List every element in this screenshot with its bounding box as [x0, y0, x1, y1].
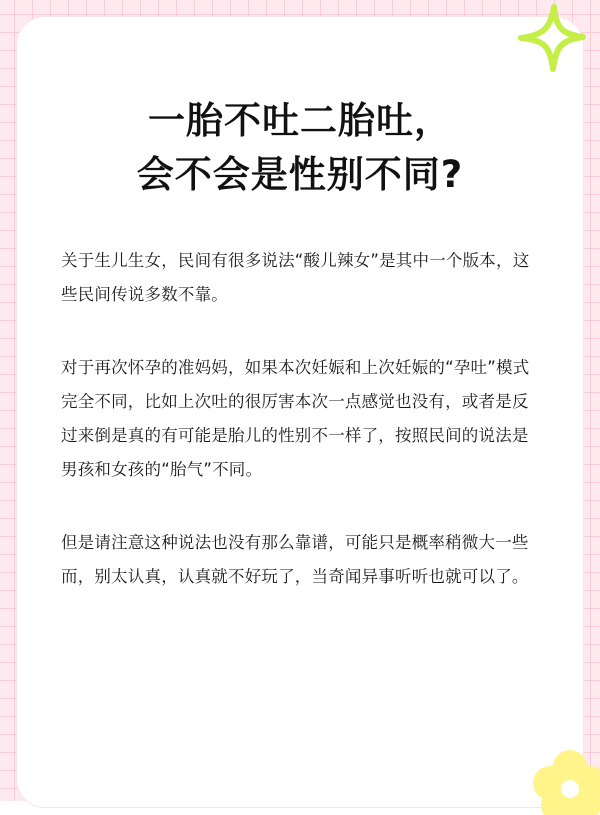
page-title [0, 94, 600, 202]
title-line-2: 会不会是性别不同? [136, 153, 464, 196]
title-line-1: 一胎不吐二胎吐， [148, 99, 452, 142]
paragraph-2: 对于再次怀孕的准妈妈，如果本次妊娠和上次妊娠的“孕吐”模式完全不同，比如上次吐的很厉害本次一点感觉也没有，或者是反过来倒是真的有可能是胎儿的性别不一样了，按照民间的说法是男孩和女孩的“胎气”不同。 [61, 358, 530, 479]
flower-icon [530, 745, 600, 815]
paragraph-1: 关于生儿生女，民间有很多说法“酸儿辣女”是其中一个版本，这些民间传说多数不靠。 [61, 251, 530, 304]
article-body [61, 244, 545, 633]
sparkle-icon [518, 4, 586, 72]
paragraph-3: 但是请注意这种说法也没有那么靠谱，可能只是概率稍微大一些而，别太认真，认真就不好玩了，当奇闻异事听听也就可以了。 [61, 533, 529, 586]
